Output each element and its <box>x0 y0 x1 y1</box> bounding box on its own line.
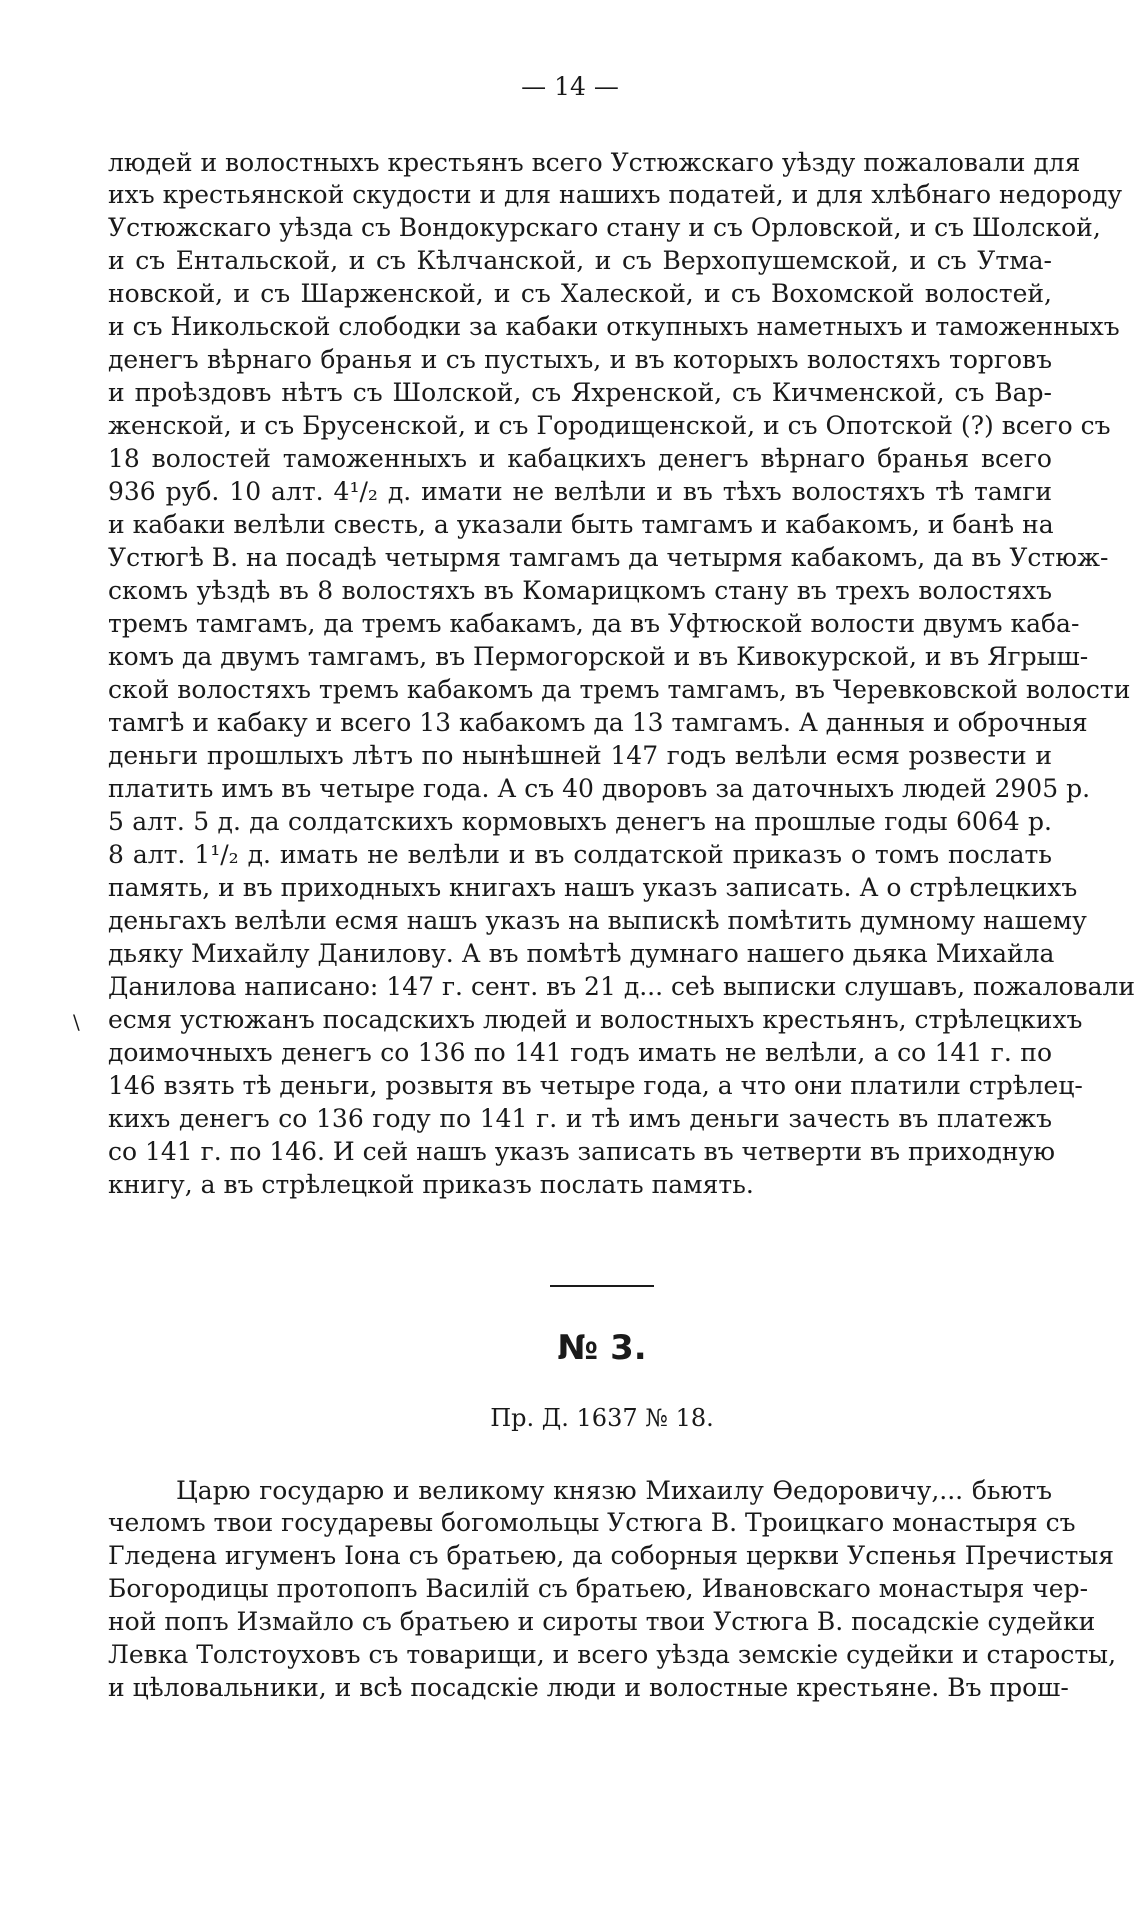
text-line: Левка Толстоуховъ съ товарищи, и всего уѣзда земскіе судейки и старосты, <box>108 1640 1117 1669</box>
text-line: ихъ крестьянской скудости и для нашихъ податей, и для хлѣбнаго недороду <box>108 180 1123 209</box>
text-line: и проѣздовъ нѣтъ съ Шолской, съ Яхренской, съ Кичменской, съ Вар- <box>108 378 1052 407</box>
text-line: и кабаки велѣли свесть, а указали быть тамгамъ и кабакомъ, и банѣ на <box>108 510 1054 539</box>
text-line: тремъ тамгамъ, да тремъ кабакамъ, да въ Уфтюской волости двумъ каба- <box>108 609 1080 638</box>
text-line: Гледена игуменъ Іона съ братьею, да соборныя церкви Успенья Пречистыя <box>108 1541 1114 1570</box>
text-line: денегъ вѣрнаго бранья и съ пустыхъ, и въ которыхъ волостяхъ торговъ <box>108 345 1052 374</box>
text-line: комъ да двумъ тамгамъ, въ Пермогорской и въ Кивокурской, и въ Ягрыш- <box>108 642 1089 671</box>
text-line: и цѣловальники, и всѣ посадскіе люди и волостные крестьяне. Въ прош- <box>108 1673 1069 1702</box>
text-line: 5 алт. 5 д. да солдатскихъ кормовыхъ денегъ на прошлые годы 6064 р. <box>108 807 1052 836</box>
text-line: память, и въ приходныхъ книгахъ нашъ указъ записать. А о стрѣлецкихъ <box>108 873 1078 902</box>
text-line: Богородицы протопопъ Василій съ братьею, Ивановскаго монастыря чер- <box>108 1574 1089 1603</box>
text-line: деньгахъ велѣли есмя нашъ указъ на выпискѣ помѣтить думному нашему <box>108 906 1087 935</box>
text-line: платить имъ въ четыре года. А съ 40 дворовъ за даточныхъ людей 2905 р. <box>108 774 1091 803</box>
text-line: скомъ уѣздѣ въ 8 волостяхъ въ Комарицкомъ стану въ трехъ волостяхъ <box>108 576 1052 605</box>
text-line: новской, и съ Шарженской, и съ Халеской, и съ Вохомской волостей, <box>108 279 1052 308</box>
text-line: тамгѣ и кабаку и всего 13 кабакомъ да 13 тамгамъ. А данныя и оброчныя <box>108 708 1088 737</box>
text-line: книгу, а въ стрѣлецкой приказъ послать память. <box>108 1170 754 1199</box>
text-line: 18 волостей таможенныхъ и кабацкихъ денегъ вѣрнаго бранья всего <box>108 444 1052 473</box>
text-line: Устюжскаго уѣзда съ Вондокурскаго стану и съ Орловской, и съ Шолской, <box>108 213 1101 242</box>
text-line: Устюгѣ В. на посадѣ четырмя тамгамъ да четырмя кабакомъ, да въ Устюж- <box>108 543 1109 572</box>
text-line: женской, и съ Брусенской, и съ Городищенской, и съ Опотской (?) всего съ <box>108 411 1111 440</box>
text-line: и съ Никольской слободки за кабаки откупныхъ наметныхъ и таможенныхъ <box>108 312 1120 341</box>
text-line: Данилова написано: 147 г. сент. въ 21 д... сеѣ выписки слушавъ, пожаловали <box>108 972 1136 1001</box>
page-number: — 14 — <box>521 72 619 101</box>
text-line: кихъ денегъ со 136 году по 141 г. и тѣ имъ деньги зачесть въ платежъ <box>108 1104 1052 1133</box>
section-divider <box>550 1285 654 1287</box>
text-line: деньги прошлыхъ лѣтъ по нынѣшней 147 годъ велѣли есмя розвести и <box>108 741 1052 770</box>
text-line: со 141 г. по 146. И сей нашъ указъ записать въ четверти въ приходную <box>108 1137 1055 1166</box>
text-line: ской волостяхъ тремъ кабакомъ да тремъ тамгамъ, въ Черевковской волости <box>108 675 1131 704</box>
text-line: доимочныхъ денегъ со 136 по 141 годъ имать не велѣли, а со 141 г. по <box>108 1038 1052 1067</box>
text-line: челомъ твои государевы богомольцы Устюга В. Троицкаго монастыря съ <box>108 1508 1076 1537</box>
text-line: дьяку Михайлу Данилову. А въ помѣтѣ думнаго нашего дьяка Михайла <box>108 939 1055 968</box>
text-line: 936 руб. 10 алт. 4¹/₂ д. имати не велѣли и въ тѣхъ волостяхъ тѣ тамги <box>108 477 1052 506</box>
text-line: 146 взять тѣ деньги, розвытя въ четыре года, а что они платили стрѣлец- <box>108 1071 1083 1100</box>
text-line: людей и волостныхъ крестьянъ всего Устюжскаго уѣзду пожаловали для <box>108 148 1081 177</box>
source-reference: Пр. Д. 1637 № 18. <box>490 1404 714 1432</box>
margin-mark: \ <box>73 1010 80 1034</box>
text-line: Царю государю и великому князю Михаилу Ѳедоровичу,... бьютъ <box>176 1476 1052 1505</box>
text-line: ной попъ Измайло съ братьею и сироты твои Устюга В. посадскіе судейки <box>108 1607 1096 1636</box>
document-number: № 3. <box>557 1328 647 1368</box>
text-line: 8 алт. 1¹/₂ д. имать не велѣли и въ солдатской приказъ о томъ послать <box>108 840 1052 869</box>
text-line: есмя устюжанъ посадскихъ людей и волостныхъ крестьянъ, стрѣлецкихъ <box>108 1005 1083 1034</box>
text-line: и съ Ентальской, и съ Кѣлчанской, и съ Верхопушемской, и съ Утма- <box>108 246 1052 275</box>
